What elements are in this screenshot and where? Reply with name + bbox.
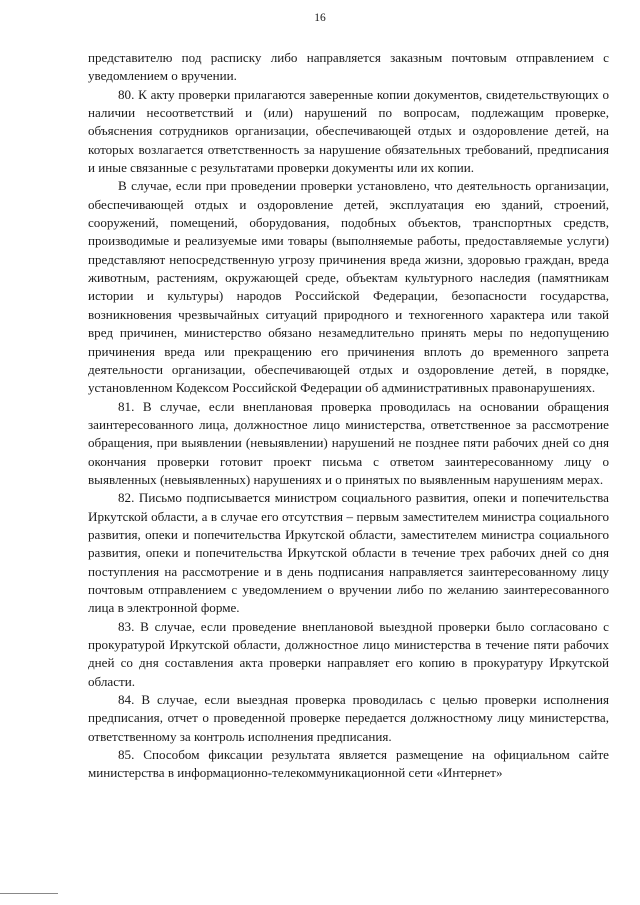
paragraph-81: 81. В случае, если внеплановая проверка проводилась на основании обращения заинтересованного лица, должностное лицо министерства, ответственное за рассмотрение обращения, при выявлении (невыявлении) нарушений не позднее пяти рабочих дней со дня окончания проверки готовит проект письма с ответом заинтересованному лицу о выявленных (невыявленных) нарушениях и о принятых по выявленным нарушениям мерах. xyxy=(88,398,609,487)
paragraph-83: 83. В случае, если проведение внеплановой выездной проверки было согласовано с прокуратурой Иркутской области, должностное лицо министерства в течение пяти рабочих дней со дня составления акта проверки направляет его копию в прокуратуру Иркутской области. xyxy=(88,618,609,689)
paragraph-80: 80. К акту проверки прилагаются заверенные копии документов, свидетельствующих о наличии несоответствий и (или) нарушений по вопросам, подлежащим проверке, объяснения сотрудников организации, обеспечивающей отдых и оздоровление детей, на которых возлагается ответственность за нарушение обязательных требований, предписания и иные связанные с результатами проверки документы или их копии. xyxy=(88,86,609,176)
page-number: 16 xyxy=(314,12,326,24)
paragraph-continuation: представителю под расписку либо направляется заказным почтовым отправлением с уведомлением о вручении. xyxy=(88,50,609,84)
document-body xyxy=(88,49,609,783)
paragraph-85: 85. Способом фиксации результата является размещение на официальном сайте министерства в информационно-телекоммуникационной сети «Интернет» xyxy=(88,747,609,781)
footer-rule xyxy=(0,893,58,894)
paragraph-84: 84. В случае, если выездная проверка проводилась с целью проверки исполнения предписания, отчет о проведенной проверке передается должностному лицу министерства, ответственному за контроль исполнения предписания. xyxy=(88,692,609,744)
paragraph-80-hazard: В случае, если при проведении проверки установлено, что деятельность организации, обеспечивающей отдых и оздоровление детей, эксплуатация ею зданий, строений, сооружений, помещений, оборудования, подобных объектов, транспортных средств, производимые и реализуемые ими товары (выполняемые работы, предоставляемые услуги) представляют непосредственную угрозу причинения вреда жизни, здоровью граждан, вреда животным, растениям, окружающей среде, объектам культурного наследия (памятникам истории и культуры) народов Российской Федерации, безопасности государства, возникновения чрезвычайных ситуаций природного и техногенного характера или такой вред причинен, министерство обязано незамедлительно принять меры по недопущению причинения вреда или прекращению его причинения вплоть до временного запрета деятельности организации, обеспечивающей отдых и оздоровление детей, в порядке, установленном Кодексом Российской Федерации об административных правонарушениях. xyxy=(88,178,609,396)
paragraph-82: 82. Письмо подписывается министром социального развития, опеки и попечительства Иркутской области, а в случае его отсутствия – первым заместителем министра социального развития, опеки и попечительства Иркутской области, заместителем министра социального развития, опеки и попечительства Иркутской области в течение трех рабочих дней со дня поступления на рассмотрение и в день подписания направляется заинтересованному лицу почтовым отправлением с уведомлением о вручении либо по желанию заинтересованного лица в электронной форме. xyxy=(88,490,609,616)
